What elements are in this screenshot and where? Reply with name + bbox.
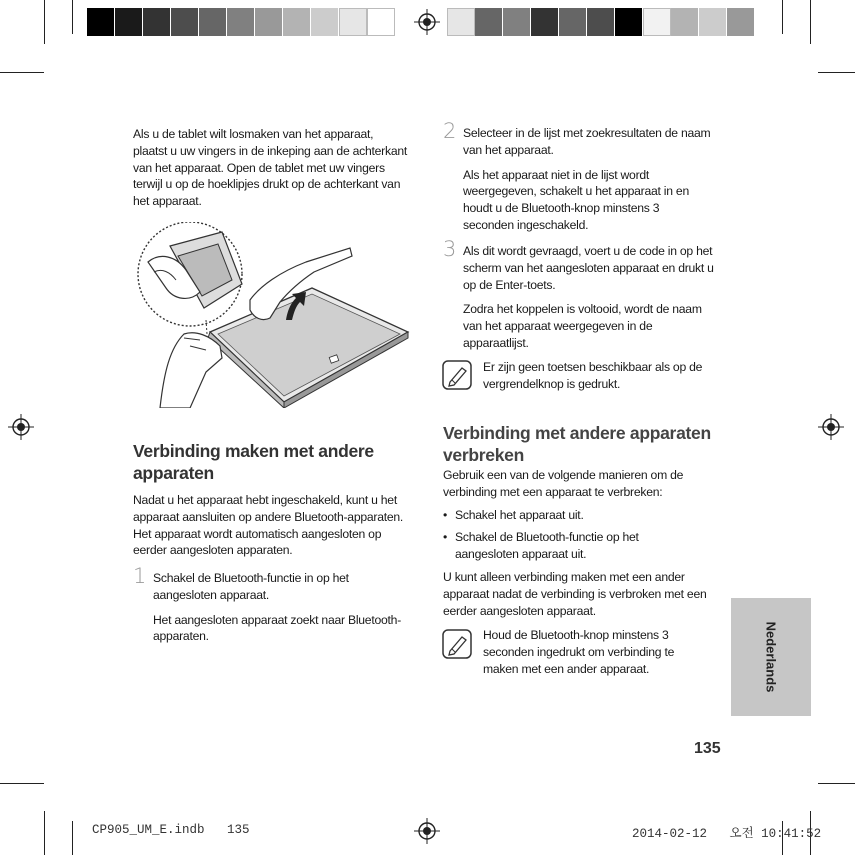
color-swatch: [199, 8, 227, 36]
crop-mark: [0, 72, 44, 73]
crop-mark: [44, 0, 45, 44]
crop-mark: [810, 0, 811, 44]
section-paragraph-text: U kunt alleen verbinding maken met een ander apparaat nadat de verbinding is verbroken met een eerder aangesloten apparaat.: [443, 569, 707, 618]
note-text: Er zijn geen toetsen beschikbaar als op de vergrendelknop is gedrukt.: [483, 360, 703, 391]
crop-mark: [0, 783, 44, 784]
crop-mark: [72, 0, 73, 34]
step-text: Selecteer in de lijst met zoekresultaten de naam van het apparaat.: [463, 126, 711, 157]
note-2: [483, 627, 708, 677]
note-icon: [442, 629, 472, 659]
language-label: Nederlands: [763, 621, 779, 693]
color-swatch: [587, 8, 615, 36]
tablet-detach-illustration: [130, 222, 420, 408]
note-text: Houd de Bluetooth-knop minstens 3 seconden ingedrukt om verbinding te maken met een ander apparaat.: [483, 628, 675, 676]
registration-mark-icon: [414, 818, 440, 844]
step-number: 3: [443, 237, 457, 261]
registration-mark-icon: [818, 414, 844, 440]
color-swatch: [227, 8, 255, 36]
color-swatch: [115, 8, 143, 36]
color-swatch: [283, 8, 311, 36]
language-side-tab: [731, 598, 811, 716]
color-swatch: [255, 8, 283, 36]
section-body-disconnect: [443, 467, 718, 619]
color-swatch: [531, 8, 559, 36]
color-swatch: [143, 8, 171, 36]
color-swatch: [367, 8, 395, 36]
page-number: 135: [694, 740, 721, 757]
intro-text: Als u de tablet wilt losmaken van het apparaat, plaatst u uw vingers in de inkeping aan de achterkant van het apparaat. Open de tablet met uw vingers terwijl u op de hoeklipjes drukt op de achterkant van het apparaat.: [133, 127, 408, 209]
section-intro-disconnect-text: Gebruik een van de volgende manieren om de verbinding met een apparaat te verbreken:: [443, 468, 684, 499]
intro-paragraph: [133, 126, 408, 210]
step-detail: Als het apparaat niet in de lijst wordt weergegeven, schakelt u het apparaat in en houdt u de Bluetooth-knop minstens 3 seconden ingeschakeld.: [463, 167, 689, 232]
section-title-connect: Verbinding maken met andere apparaten: [133, 441, 374, 483]
registration-mark-icon: [8, 414, 34, 440]
crop-mark: [818, 783, 855, 784]
color-swatch: [475, 8, 503, 36]
step-detail: Het aangesloten apparaat zoekt naar Bluetooth-apparaten.: [153, 612, 402, 644]
crop-mark: [72, 821, 73, 855]
color-swatch: [559, 8, 587, 36]
step-text: Schakel de Bluetooth-functie in op het aangesloten apparaat.: [153, 571, 349, 602]
color-bar-right: [447, 8, 755, 36]
color-swatch: [87, 8, 115, 36]
note-icon: [442, 360, 472, 390]
color-swatch: [671, 8, 699, 36]
color-swatch: [311, 8, 339, 36]
crop-mark: [782, 0, 783, 34]
section-intro-connect: [133, 492, 408, 559]
color-swatch: [447, 8, 475, 36]
step-number: 1: [133, 564, 147, 588]
section-intro-connect-text: Nadat u het apparaat hebt ingeschakeld, kunt u het apparaat aansluiten op andere Bluetooth-apparaten. Het apparaat wordt automatisch aangesloten op eerder aangesloten apparaten.: [133, 493, 404, 558]
note-1: [483, 359, 723, 393]
footer-file: CP905_UM_E.indb 135: [92, 823, 250, 837]
bullet-item: • Schakel het apparaat uit.: [443, 507, 718, 524]
color-swatch: [339, 8, 367, 36]
color-swatch: [503, 8, 531, 36]
step-text: Als dit wordt gevraagd, voert u de code in op het scherm van het aangesloten apparaat en drukt u op de Enter-toets.: [463, 244, 714, 292]
crop-mark: [818, 72, 855, 73]
color-swatch: [643, 8, 671, 36]
color-swatch: [727, 8, 755, 36]
registration-mark-icon: [414, 9, 440, 35]
color-swatch: [615, 8, 643, 36]
section-title-disconnect: Verbinding met andere apparaten verbreken: [443, 423, 711, 465]
step-detail: Zodra het koppelen is voltooid, wordt de naam van het apparaat weergegeven in de apparaatlijst.: [463, 302, 702, 350]
step-number: 2: [443, 119, 457, 143]
color-bar-left: [87, 8, 395, 36]
bullet-item: • Schakel de Bluetooth-functie op het aangesloten apparaat uit.: [443, 529, 655, 563]
footer-timestamp: 2014-02-12 오전 10:41:52: [632, 827, 822, 841]
color-swatch: [171, 8, 199, 36]
color-swatch: [699, 8, 727, 36]
crop-mark: [44, 811, 45, 855]
